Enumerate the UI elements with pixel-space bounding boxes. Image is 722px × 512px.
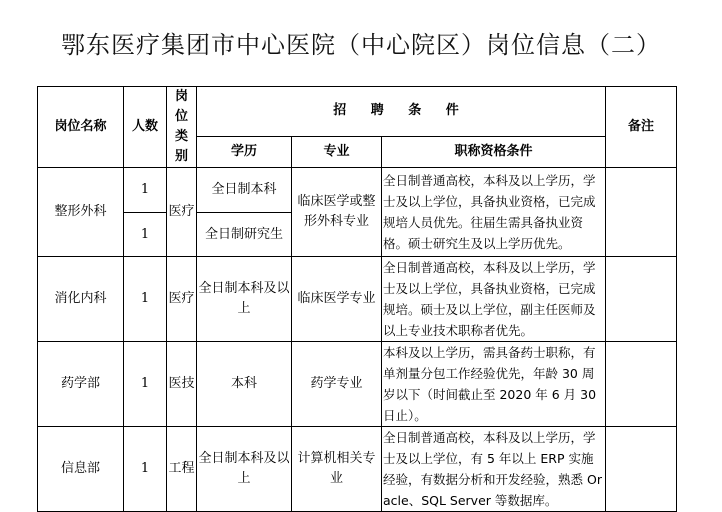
cell-remarks: [606, 257, 677, 342]
table-row: [38, 257, 677, 342]
cell-position-name: 消化内科: [38, 257, 124, 342]
header-major: 专业: [292, 136, 382, 167]
cell-education: 全日制研究生: [197, 213, 292, 257]
cell-position-type: 医疗: [167, 257, 197, 342]
header-position-name: 岗位名称: [38, 87, 124, 168]
cell-position-name: 药学部: [38, 342, 124, 427]
cell-education: 全日制本科: [197, 168, 292, 213]
table-row: [38, 342, 677, 427]
header-education: 学历: [197, 136, 292, 167]
cell-major: 计算机相关专业: [292, 427, 382, 512]
cell-qualifications: 全日制普通高校，本科及以上学历，学士及以上学位，具备执业资格，已完成规培。硕士及以上学位，副主任医师及以上专业技术职称者优先。: [382, 257, 606, 342]
cell-major: 临床医学或整形外科专业: [292, 168, 382, 257]
cell-remarks: [606, 168, 677, 257]
cell-education: 本科: [197, 342, 292, 427]
cell-remarks: [606, 427, 677, 512]
position-table: [37, 86, 677, 512]
cell-position-name: 信息部: [38, 427, 124, 512]
cell-education: 全日制本科及以上: [197, 257, 292, 342]
table-row: [38, 168, 677, 213]
cell-headcount: 1: [124, 168, 167, 213]
cell-headcount: 1: [124, 213, 167, 257]
cell-major: 药学专业: [292, 342, 382, 427]
cell-position-name: 整形外科: [38, 168, 124, 257]
cell-position-type: 工程: [167, 427, 197, 512]
cell-remarks: [606, 342, 677, 427]
header-position-type: 岗位类别: [167, 87, 197, 168]
header-headcount: 人数: [124, 87, 167, 168]
header-remarks: 备注: [606, 87, 677, 168]
cell-qualifications: 本科及以上学历，需具备药士职称，有单剂量分包工作经验优先，年龄 30 周岁以下（时间截止至 2020 年 6 月 30 日止）。: [382, 342, 606, 427]
header-qualifications: 职称资格条件: [382, 136, 606, 167]
cell-headcount: 1: [124, 257, 167, 342]
document-title: 鄂东医疗集团市中心医院（中心院区）岗位信息（二）: [61, 31, 661, 59]
cell-qualifications: 全日制普通高校，本科及以上学历，学士及以上学位，具备执业资格，已完成规培人员优先。往届生需具备执业资格。硕士研究生及以上学历优先。: [382, 168, 606, 257]
cell-position-type: 医技: [167, 342, 197, 427]
cell-headcount: 1: [124, 342, 167, 427]
cell-position-type: 医疗: [167, 168, 197, 257]
header-requirements-group: 招 聘 条 件: [197, 87, 606, 137]
cell-education: 全日制本科及以上: [197, 427, 292, 512]
cell-major: 临床医学专业: [292, 257, 382, 342]
cell-headcount: 1: [124, 427, 167, 512]
cell-qualifications: 全日制普通高校，本科及以上学历，学士及以上学位，有 5 年以上 ERP 实施经验，有数据分析和开发经验，熟悉 Oracle、SQL Server 等数据库。: [382, 427, 606, 512]
table-row: [38, 427, 677, 512]
